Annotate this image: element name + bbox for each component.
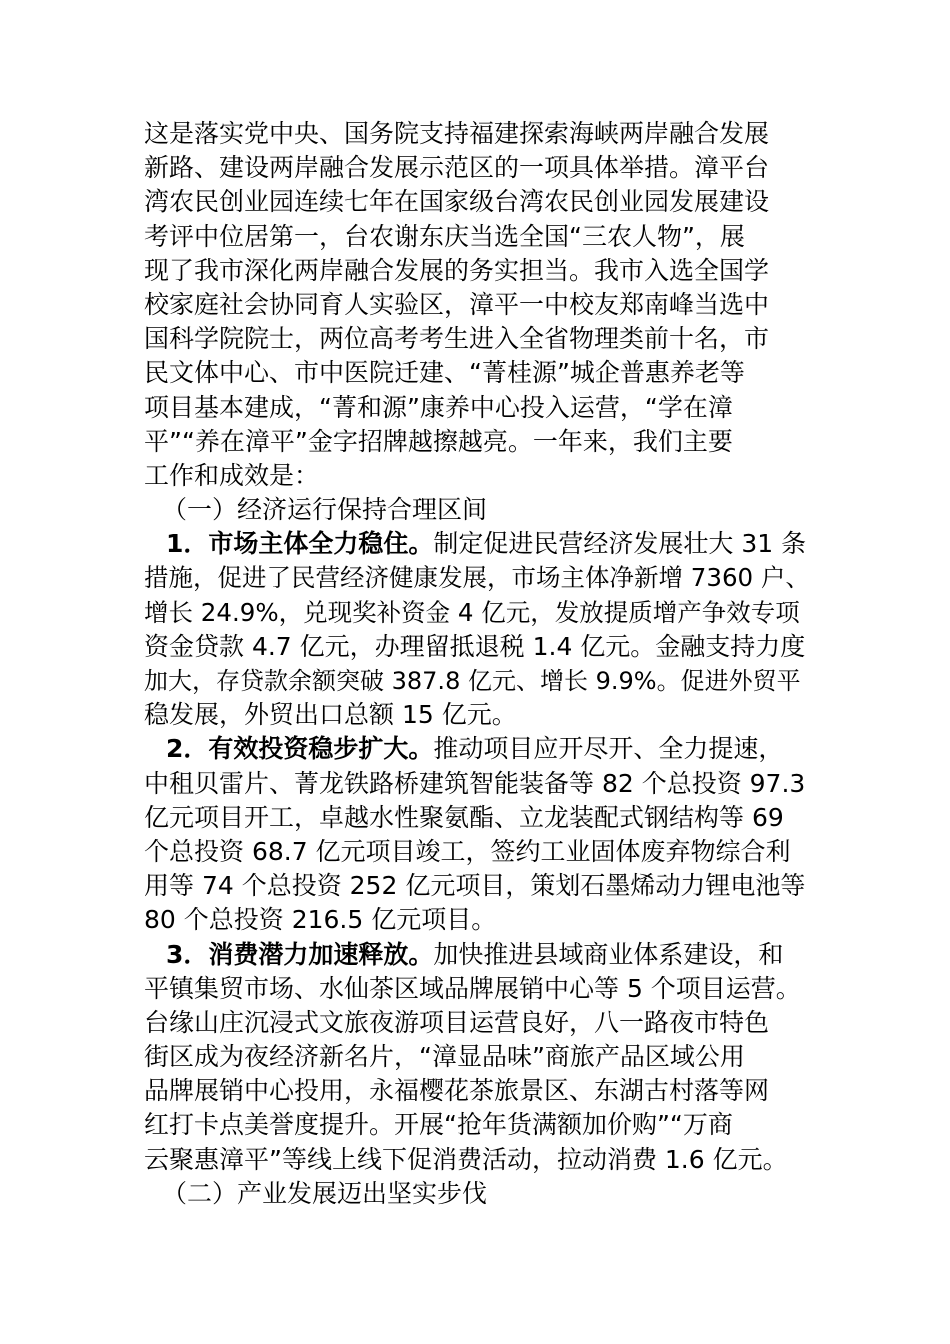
item-first-line [144,938,812,972]
item-text: 加快推进县域商业体系建设，和 [433,939,784,969]
text-line: 80 个总投资 216.5 亿元项目。 [144,905,497,935]
text-line: 工作和成效是： [144,460,320,490]
text-line: 云聚惠漳平”等线上线下促消费活动，拉动消费 1.6 亿元。 [144,1144,788,1174]
text-line: 资金贷款 4.7 亿元，办理留抵退税 1.4 亿元。金融支持力度 [144,631,806,661]
text-line: 现了我市深化两岸融合发展的务实担当。我市入选全国学 [144,255,770,285]
text-line: 平”“养在漳平”金字招牌越擦越亮。一年来，我们主要 [144,426,733,456]
text-line: 国科学院院士，两位高考考生进入全省物理类前十名，市 [144,324,770,354]
text-line: 措施，促进了民营经济健康发展，市场主体净新增 7360 户、 [144,563,810,593]
section-heading: （二）产业发展迈出坚实步伐 [162,1178,488,1208]
text-line: 亿元项目开工，卓越水性聚氨酯、立龙装配式钢结构等 69 [144,802,784,832]
text-line: 中租贝雷片、菁龙铁路桥建筑智能装备等 82 个总投资 97.3 [144,768,806,798]
text-line: 民文体中心、市中医院迁建、“菁桂源”城企普惠养老等 [144,358,745,388]
text-line: 新路、建设两岸融合发展示范区的一项具体举措。漳平台 [144,153,770,183]
text-line: 加大，存贷款余额突破 387.8 亿元、增长 9.9%。促进外贸平 [144,667,801,695]
text-line: 街区成为夜经济新名片，“漳显品味”商旅产品区域公用 [144,1042,745,1072]
document-body [144,117,812,1211]
text-line: 用等 74 个总投资 252 亿元项目，策划石墨烯动力锂电池等 [144,871,806,901]
text-line: 品牌展销中心投用，永福樱花茶旅景区、东湖古村落等网 [144,1076,770,1106]
item-text: 制定促进民营经济发展壮大 31 条 [433,529,807,559]
text-line: 稳发展，外贸出口总额 15 亿元。 [144,700,517,730]
item-title: 3．消费潜力加速释放。 [166,939,434,969]
text-line: 校家庭社会协同育人实验区，漳平一中校友郑南峰当选中 [144,289,770,319]
text-line: 考评中位居第一，台农谢东庆当选全国“三农人物”，展 [144,221,745,251]
text-line: 增长 24.9%，兑现奖补资金 4 亿元，发放提质增产争效专项 [144,597,800,627]
text-line: 项目基本建成，“菁和源”康养中心投入运营，“学在漳 [144,392,733,422]
section-heading: （一）经济运行保持合理区间 [162,495,488,525]
text-line: 平镇集贸市场、水仙茶区域品牌展销中心等 5 个项目运营。 [144,973,801,1003]
item-first-line [144,527,812,561]
item-first-line [144,732,812,766]
text-line: 这是落实党中央、国务院支持福建探索海峡两岸融合发展 [144,119,770,148]
item-title: 2．有效投资稳步扩大。 [166,734,434,764]
item-title: 1．市场主体全力稳住。 [166,529,434,559]
text-line: 台缘山庄沉浸式文旅夜游项目运营良好，八一路夜市特色 [144,1007,770,1037]
text-line: 湾农民创业园连续七年在国家级台湾农民创业园发展建设 [144,187,770,217]
text-line: 个总投资 68.7 亿元项目竣工，签约工业固体废弃物综合利 [144,836,791,866]
item-text: 推动项目应开尽开、全力提速， [433,734,784,764]
text-line: 红打卡点美誉度提升。开展“抢年货满额加价购”“万商 [144,1110,733,1140]
